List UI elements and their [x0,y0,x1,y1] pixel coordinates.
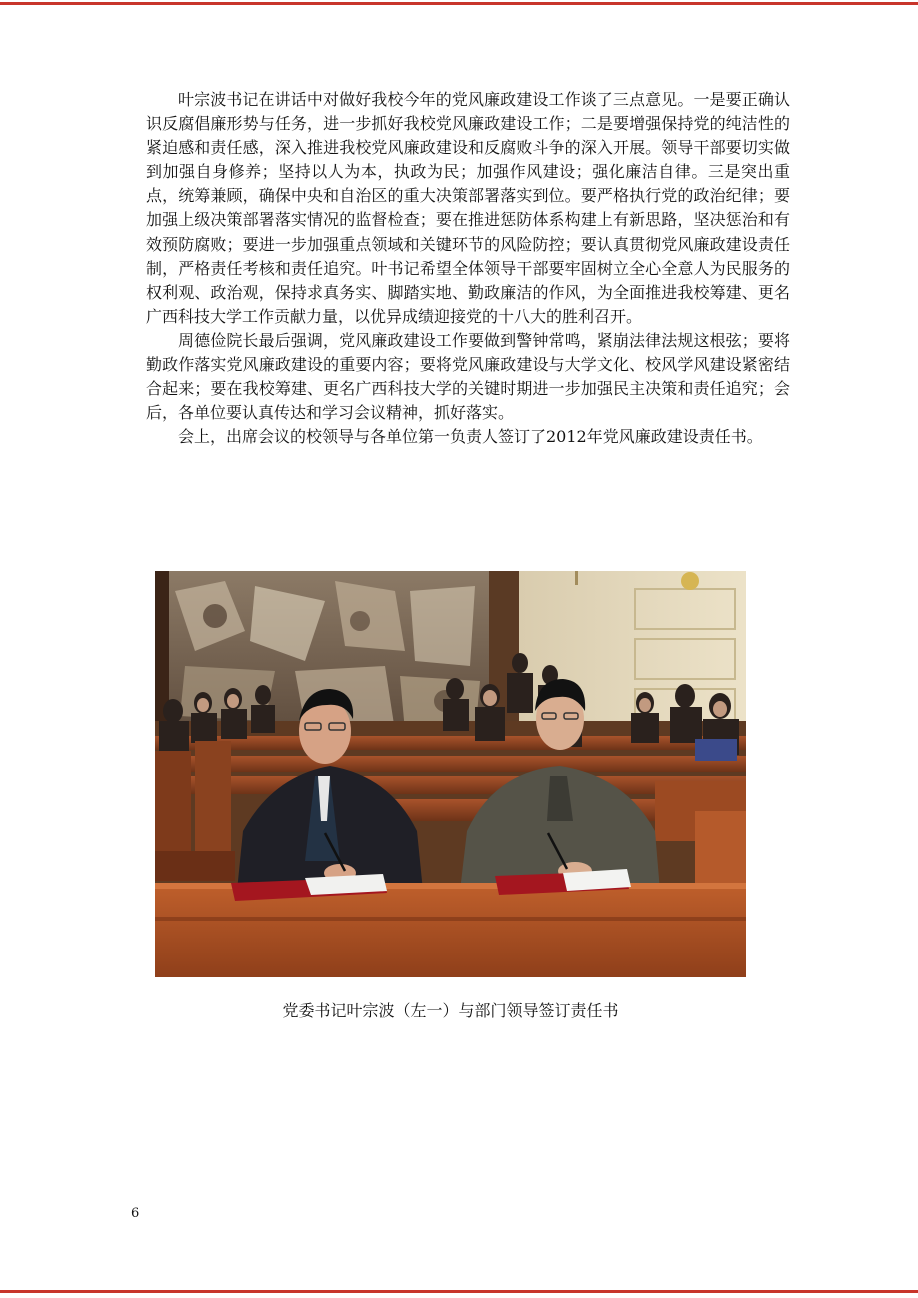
paragraph-speech: 叶宗波书记在讲话中对做好我校今年的党风廉政建设工作谈了三点意见。一是要正确认识反腐倡廉形势与任务，进一步抓好我校党风廉政建设工作；二是要增强保持党的纯洁性的紧迫感和责任感，深入推进我校党风廉政建设和反腐败斗争的深入开展。领导干部要切实做到加强自身修养；坚持以人为本，执政为民；加强作风建设；强化廉洁自律。三是突出重点，统筹兼顾，确保中央和自治区的重大决策部署落实到位。要严格执行党的政治纪律；要加强上级决策部署落实情况的监督检查；要在推进惩防体系构建上有新思路，坚决惩治和有效预防腐败；要进一步加强重点领域和关键环节的风险防控；要认真贯彻党风廉政建设责任制，严格责任考核和责任追究。叶书记希望全体领导干部要牢固树立全心全意人为民服务的权利观、政治观，保持求真务实、脚踏实地、勤政廉洁的作风，为全面推进我校筹建、更名广西科技大学工作贡献力量，以优异成绩迎接党的十八大的胜利召开。 [146,90,790,326]
signing-ceremony-photo [155,571,746,977]
article-body [146,88,790,449]
paragraph-signing: 会上，出席会议的校领导与各单位第一负责人签订了2012年党风廉政建设责任书。 [178,427,763,447]
bottom-red-rule [0,1290,918,1293]
top-red-rule [0,2,918,5]
photo-caption: 党委书记叶宗波（左一）与部门领导签订责任书 [282,1001,619,1020]
page-number: 6 [131,1206,140,1221]
paragraph-president: 周德俭院长最后强调，党风廉政建设工作要做到警钟常鸣，紧崩法律法规这根弦；要将勤政作落实党风廉政建设的重要内容；要将党风廉政建设与大学文化、校风学风建设紧密结合起来；要在我校筹建、更名广西科技大学的关键时期进一步加强民主决策和责任追究；会后，各单位要认真传达和学习会议精神，抓好落实。 [146,330,790,423]
